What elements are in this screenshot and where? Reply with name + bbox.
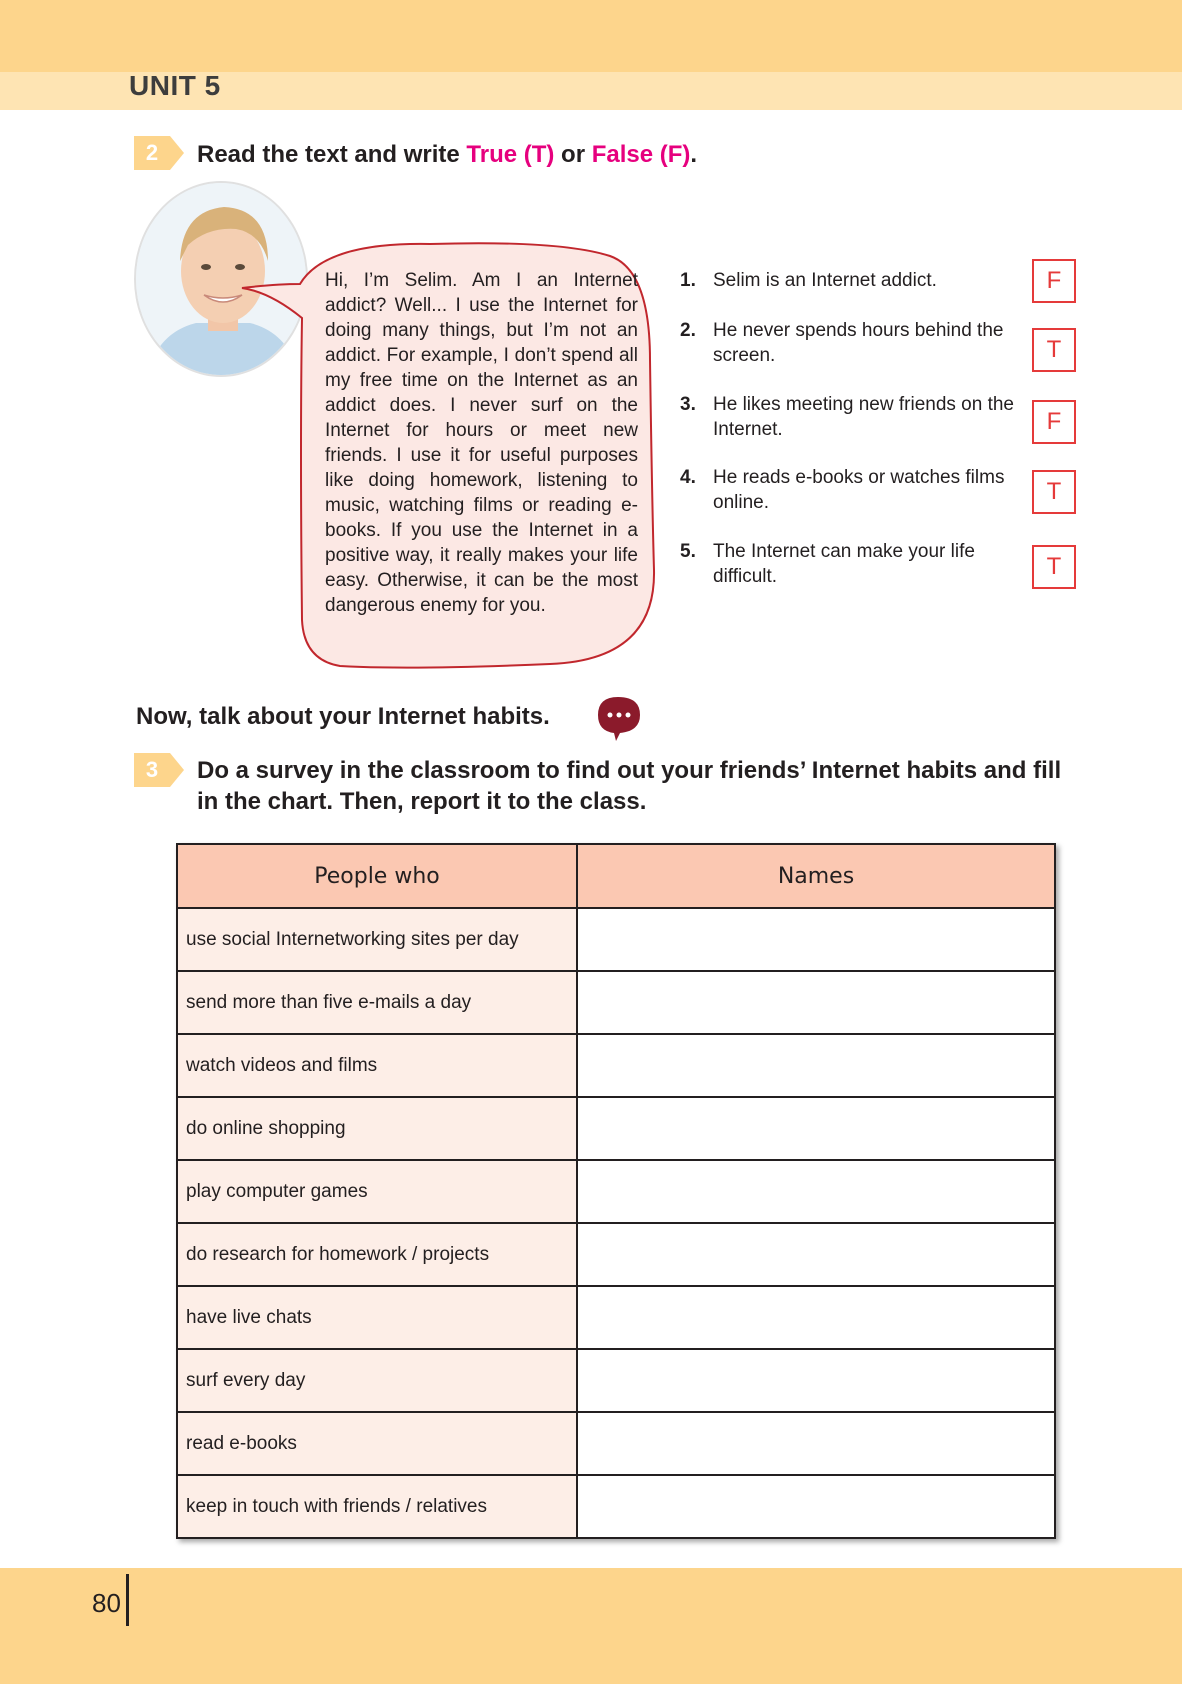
unit-title: UNIT 5 <box>129 70 221 101</box>
names-input-cell[interactable] <box>577 1349 1055 1412</box>
speech-chat-icon <box>592 693 646 743</box>
table-row <box>177 908 1055 971</box>
page-number: 80 <box>92 1588 121 1618</box>
column-header-people: People who <box>177 844 577 908</box>
table-row <box>177 1412 1055 1475</box>
table-row <box>177 1223 1055 1286</box>
table-row <box>177 1286 1055 1349</box>
survey-table <box>176 843 1056 1539</box>
statement-number: 4. <box>680 467 696 488</box>
names-input-cell[interactable] <box>577 1034 1055 1097</box>
answer-box-5[interactable]: T <box>1032 545 1076 589</box>
page-number-divider <box>126 1574 129 1626</box>
names-input-cell[interactable] <box>577 1286 1055 1349</box>
names-input-cell[interactable] <box>577 1223 1055 1286</box>
instruction-end: . <box>690 141 698 168</box>
exercise-3-badge <box>134 753 186 787</box>
statement-4 <box>680 465 1025 515</box>
statement-text: He reads e-books or watches films online. <box>713 467 1005 513</box>
answer-box-1[interactable]: F <box>1032 259 1076 303</box>
statement-1 <box>680 268 1025 293</box>
names-input-cell[interactable] <box>577 1160 1055 1223</box>
names-input-cell[interactable] <box>577 1097 1055 1160</box>
true-label: True (T) <box>466 141 555 168</box>
exercise-3-instruction: Do a survey in the classroom to find out your friends’ Internet habits and fill in the chart. Then, report it to the class. <box>197 757 1062 815</box>
habit-cell: do online shopping <box>177 1097 577 1160</box>
habit-cell: keep in touch with friends / relatives <box>177 1475 577 1538</box>
table-row <box>177 971 1055 1034</box>
badge-arrow <box>170 753 184 787</box>
statement-number: 5. <box>680 541 696 562</box>
table-row <box>177 1475 1055 1538</box>
answer-box-3[interactable]: F <box>1032 400 1076 444</box>
badge-arrow <box>170 136 184 170</box>
habit-cell: watch videos and films <box>177 1034 577 1097</box>
instruction-text: Read the text and write <box>197 141 467 168</box>
statement-5 <box>680 539 1025 589</box>
habit-cell: do research for homework / projects <box>177 1223 577 1286</box>
habit-cell: send more than five e-mails a day <box>177 971 577 1034</box>
names-input-cell[interactable] <box>577 1475 1055 1538</box>
statement-text: He never spends hours behind the screen. <box>713 320 1004 366</box>
column-header-names: Names <box>577 844 1055 908</box>
table-row <box>177 1349 1055 1412</box>
habit-cell: play computer games <box>177 1160 577 1223</box>
exercise-2-instruction <box>197 139 697 170</box>
answer-box-2[interactable]: T <box>1032 328 1076 372</box>
statement-2 <box>680 318 1025 368</box>
table-header-row <box>177 844 1055 908</box>
speech-text: Hi, I’m Selim. Am I an Internet addict? Well... I use the Internet for doing many things, but I’m not an addict. For example, I don’t spend all my free time on the Internet as an addict does. I never surf on the Internet for hours or meet new friends. I use it for useful purposes like doing homework, listening to music, watching films or reading e-books. If you use the Internet in a positive way, it really makes your life easy. Otherwise, it can be the most dangerous enemy for you. <box>325 270 638 616</box>
table-row <box>177 1160 1055 1223</box>
statement-3 <box>680 392 1025 442</box>
exercise-2-badge <box>134 136 186 170</box>
false-label: False (F) <box>591 141 691 168</box>
habit-cell: use social Internetworking sites per day <box>177 908 577 971</box>
answer-box-4[interactable]: T <box>1032 470 1076 514</box>
statement-number: 1. <box>680 270 696 291</box>
talk-prompt: Now, talk about your Internet habits. <box>136 703 550 730</box>
habit-cell: surf every day <box>177 1349 577 1412</box>
statement-number: 2. <box>680 320 696 341</box>
statement-number: 3. <box>680 394 696 415</box>
statement-text: The Internet can make your life difficult. <box>713 541 975 587</box>
exercise-number: 3 <box>134 753 170 787</box>
names-input-cell[interactable] <box>577 1412 1055 1475</box>
table-row <box>177 1034 1055 1097</box>
header-band <box>0 0 1182 72</box>
names-input-cell[interactable] <box>577 971 1055 1034</box>
habit-cell: have live chats <box>177 1286 577 1349</box>
statement-text: He likes meeting new friends on the Internet. <box>713 394 1014 440</box>
or-text: or <box>554 141 592 168</box>
names-input-cell[interactable] <box>577 908 1055 971</box>
table-row <box>177 1097 1055 1160</box>
exercise-number: 2 <box>134 136 170 170</box>
statement-text: Selim is an Internet addict. <box>713 270 937 291</box>
habit-cell: read e-books <box>177 1412 577 1475</box>
footer-band <box>0 1568 1182 1684</box>
